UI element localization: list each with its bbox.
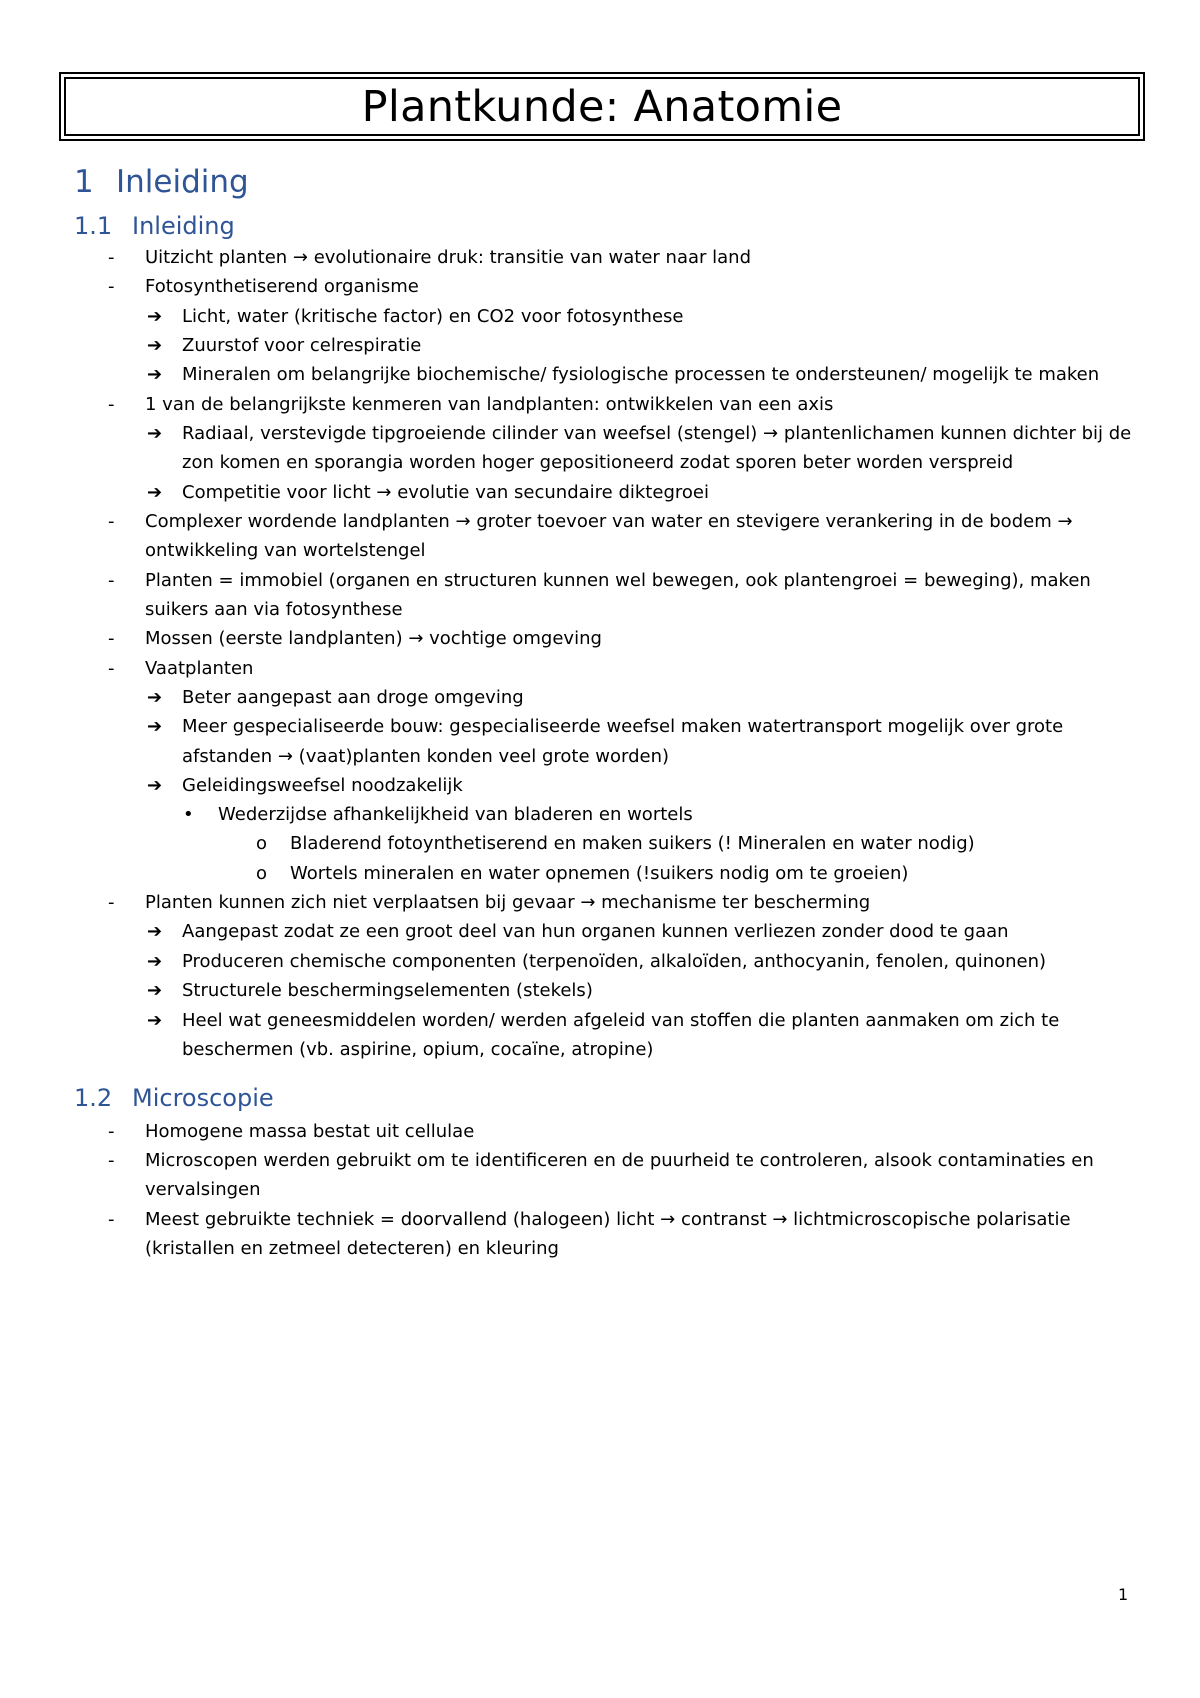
section-number: 1.1 [74,212,113,240]
section-number: 1.2 [74,1084,113,1112]
dash-marker: - [108,1209,115,1230]
list-item-text: Microscopen werden gebruikt om te identificeren en de puurheid te controleren, alsook contaminaties en [145,1150,1094,1171]
arrow-icon: ➔ [147,335,163,356]
arrow-icon: ➔ [147,423,163,444]
arrow-icon: ➔ [147,1010,163,1031]
list-item-text: vervalsingen [145,1179,261,1200]
bullet-dot-icon: • [183,804,194,825]
arrow-icon: ➔ [147,306,163,327]
list-item-text: ontwikkeling van wortelstengel [145,540,426,561]
arrow-icon: ➔ [147,921,163,942]
list-item-text: Meest gebruikte techniek = doorvallend (halogeen) licht → contranst → lichtmicroscopische polarisatie [145,1209,1071,1230]
arrow-icon: ➔ [147,482,163,503]
list-item-text: 1 van de belangrijkste kenmeren van landplanten: ontwikkelen van een axis [145,394,834,415]
list-item-text: Bladerend fotoynthetiserend en maken suikers (! Mineralen en water nodig) [290,833,975,854]
arrow-icon: ➔ [147,951,163,972]
bullet-circle-icon: o [256,863,268,884]
section-heading [74,1084,274,1112]
list-item-text: beschermen (vb. aspirine, opium, cocaïne, atropine) [182,1039,654,1060]
list-item-text: Wederzijdse afhankelijkheid van bladeren en wortels [218,804,693,825]
dash-marker: - [108,628,115,649]
heading-text: Inleiding [116,164,249,200]
heading-number: 1 [74,164,94,200]
list-item-text: (kristallen en zetmeel detecteren) en kleuring [145,1238,559,1259]
list-item-text: Vaatplanten [145,658,254,679]
list-item-text: Mineralen om belangrijke biochemische/ fysiologische processen te ondersteunen/ mogelijk te maken [182,364,1100,385]
document-title: Plantkunde: Anatomie [361,81,843,132]
list-item-text: Zuurstof voor celrespiratie [182,335,422,356]
arrow-icon: ➔ [147,716,163,737]
dash-marker: - [108,394,115,415]
dash-marker: - [108,1121,115,1142]
dash-marker: - [108,511,115,532]
title-box [59,72,1145,141]
list-item-text: Uitzicht planten → evolutionaire druk: transitie van water naar land [145,247,752,268]
dash-marker: - [108,892,115,913]
list-item-text: Beter aangepast aan droge omgeving [182,687,524,708]
dash-marker: - [108,247,115,268]
dash-marker: - [108,658,115,679]
section-title: Microscopie [132,1084,274,1112]
list-item-text: Radiaal, verstevigde tipgroeiende cilinder van weefsel (stengel) → plantenlichamen kunnen dichter bij de [182,423,1132,444]
list-item-text: zon komen en sporangia worden hoger gepositioneerd zodat sporen beter worden verspreid [182,452,1014,473]
list-item-text: Meer gespecialiseerde bouw: gespecialiseerde weefsel maken watertransport mogelijk over grote [182,716,1064,737]
dash-marker: - [108,276,115,297]
arrow-icon: ➔ [147,980,163,1001]
arrow-icon: ➔ [147,364,163,385]
list-item-text: Licht, water (kritische factor) en CO2 voor fotosynthese [182,306,684,327]
list-item-text: suikers aan via fotosynthese [145,599,403,620]
list-item-text: Planten = immobiel (organen en structuren kunnen wel bewegen, ook plantengroei = beweging), maken [145,570,1091,591]
arrow-icon: ➔ [147,775,163,796]
list-item-text: Complexer wordende landplanten → groter toevoer van water en stevigere verankering in de bodem → [145,511,1073,532]
heading-1 [74,164,249,200]
list-item-text: Homogene massa bestat uit cellulae [145,1121,475,1142]
list-item-text: Produceren chemische componenten (terpenoïden, alkaloïden, anthocyanin, fenolen, quinonen) [182,951,1047,972]
list-item-text: Planten kunnen zich niet verplaatsen bij gevaar → mechanisme ter bescherming [145,892,871,913]
bullet-circle-icon: o [256,833,268,854]
page-number: 1 [1118,1585,1129,1604]
list-item-text: Mossen (eerste landplanten) → vochtige omgeving [145,628,602,649]
list-item-text: Competitie voor licht → evolutie van secundaire diktegroei [182,482,709,503]
list-item-text: Aangepast zodat ze een groot deel van hun organen kunnen verliezen zonder dood te gaan [182,921,1009,942]
list-item-text: Structurele beschermingselementen (stekels) [182,980,593,1001]
list-item-text: afstanden → (vaat)planten konden veel grote worden) [182,746,670,767]
list-item-text: Fotosynthetiserend organisme [145,276,419,297]
section-heading [74,212,235,240]
list-item-text: Heel wat geneesmiddelen worden/ werden afgeleid van stoffen die planten aanmaken om zich te [182,1010,1060,1031]
list-item-text: Geleidingsweefsel noodzakelijk [182,775,463,796]
list-item-text: Wortels mineralen en water opnemen (!suikers nodig om te groeien) [290,863,909,884]
arrow-icon: ➔ [147,687,163,708]
section-title: Inleiding [132,212,235,240]
dash-marker: - [108,1150,115,1171]
dash-marker: - [108,570,115,591]
